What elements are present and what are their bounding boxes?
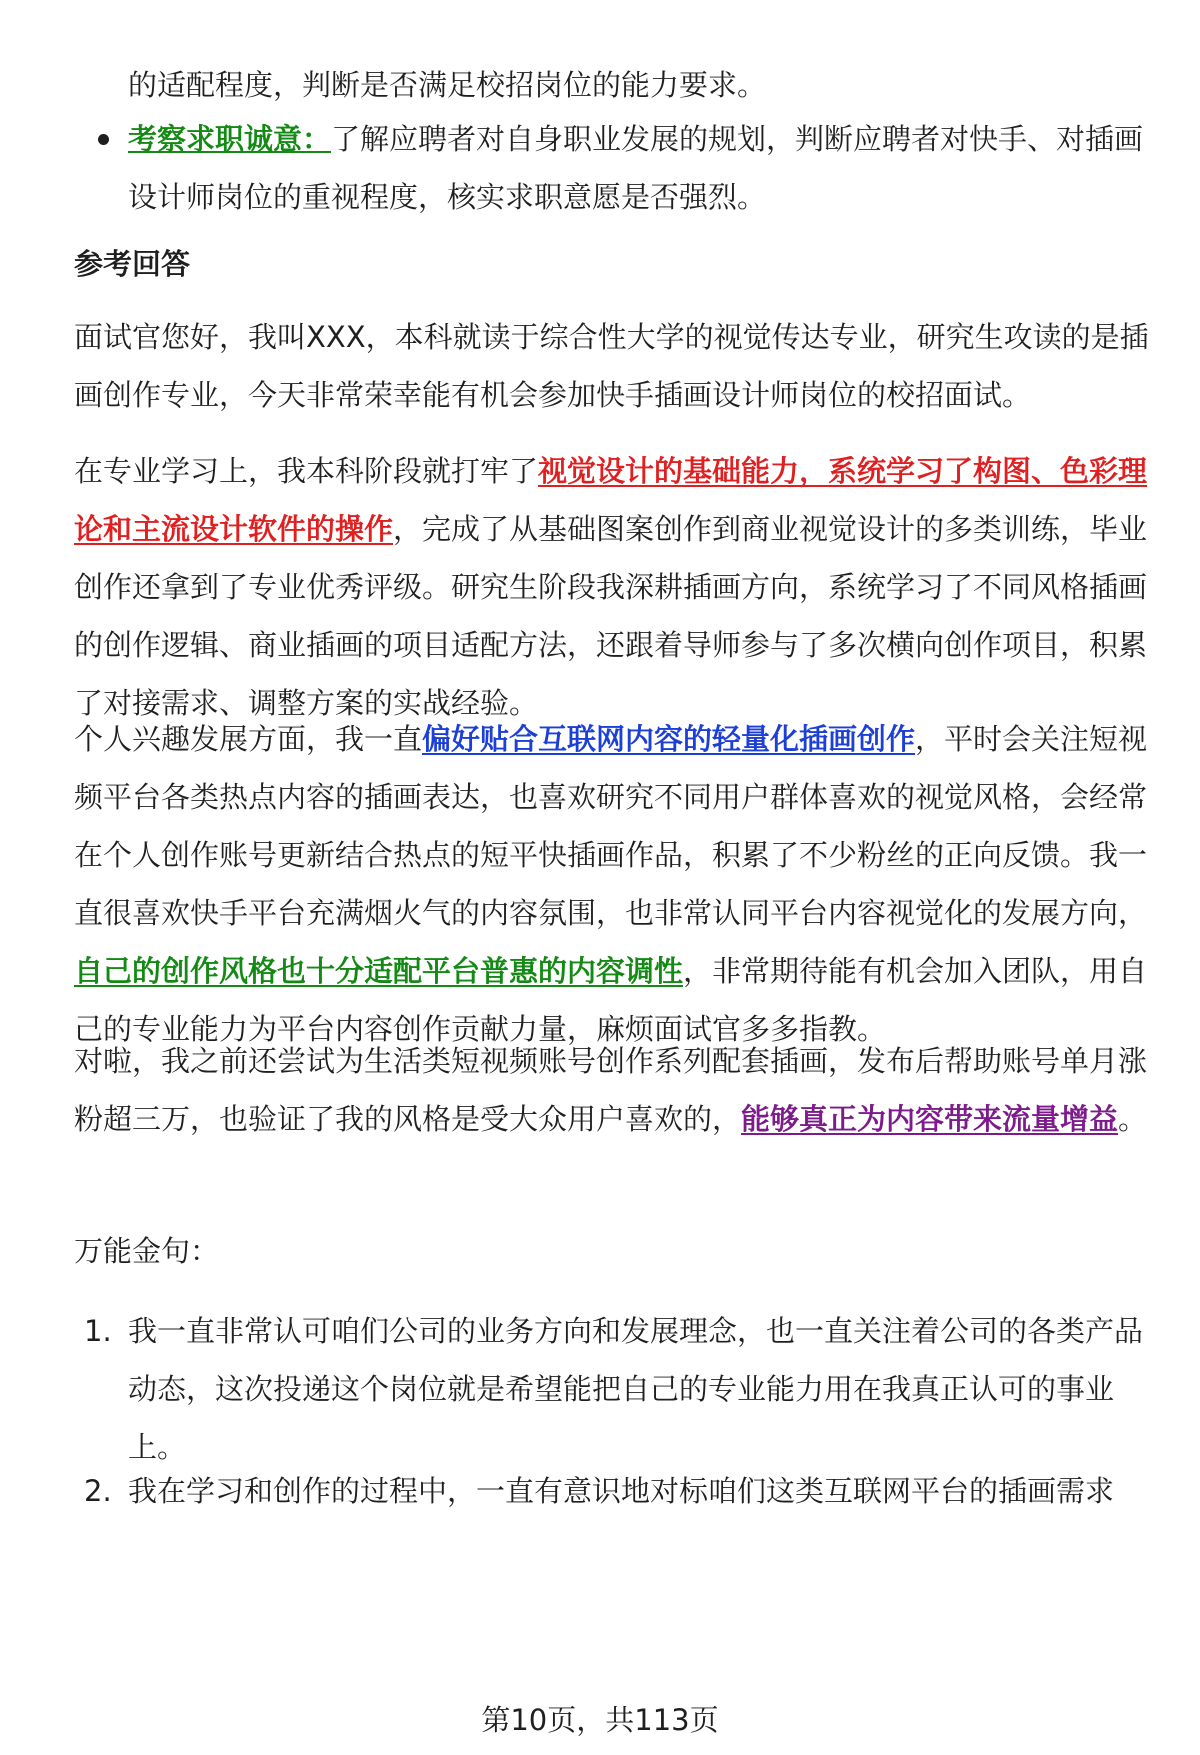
bullet-item	[128, 110, 1150, 226]
extra-highlight: 能够真正为内容带来流量增益	[741, 1102, 1119, 1136]
golden-title	[74, 1222, 1150, 1280]
continued-text: 的适配程度，判断是否满足校招岗位的能力要求。	[128, 68, 767, 102]
interest-highlight-2: 自己的创作风格也十分适配平台普惠的内容调性	[74, 954, 684, 988]
interest-text-mid: ，平时会关注短视频平台各类热点内容的插画表达，也喜欢研究不同用户群体喜欢的视觉风格，会经常在个人创作账号更新结合热点的短平快插画作品，积累了不少粉丝的正向反馈。我一直很喜欢快手平台充满烟火气的内容氛围，也非常认同平台内容视觉化的发展方向，	[74, 722, 1148, 930]
bullet-label: 考察求职诚意：	[128, 122, 332, 156]
bullet-dot-icon	[98, 134, 109, 145]
interest-highlight-1: 偏好贴合互联网内容的轻量化插画创作	[422, 722, 916, 756]
extra-text-pre: 对啦，我之前还尝试为生活类短视频账号创作系列配套插画，发布后帮助账号单月涨粉超三万，也验证了我的风格是受大众用户喜欢的，	[74, 1044, 1148, 1136]
continued-line	[128, 56, 1150, 114]
list-item-1: 我一直非常认可咱们公司的业务方向和发展理念，也一直关注着公司的各类产品动态，这次投递这个岗位就是希望能把自己的专业能力用在我真正认可的事业上。	[128, 1314, 1144, 1464]
list-number-1: 1.	[84, 1314, 112, 1348]
interest-text-post: ，非常期待能有机会加入团队，用自己的专业能力为平台内容创作贡献力量，麻烦面试官多多指教。	[74, 954, 1148, 1046]
study-text-pre: 在专业学习上，我本科阶段就打牢了	[74, 454, 539, 488]
golden-title-text: 万能金句：	[74, 1234, 220, 1268]
section-heading: 参考回答	[74, 247, 191, 281]
intro-text: 面试官您好，我叫XXX，本科就读于综合性大学的视觉传达专业，研究生攻读的是插画创作专业，今天非常荣幸能有机会参加快手插画设计师岗位的校招面试。	[74, 320, 1149, 412]
bullet-text: 了解应聘者对自身职业发展的规划，判断应聘者对快手、对插画设计师岗位的重视程度，核实求职意愿是否强烈。	[128, 122, 1144, 214]
interest-text-pre: 个人兴趣发展方面，我一直	[74, 722, 423, 756]
extra-paragraph	[74, 1032, 1150, 1148]
list-number-2: 2.	[84, 1474, 112, 1508]
list-item-2: 我在学习和创作的过程中，一直有意识地对标咱们这类互联网平台的插画需求	[128, 1474, 1115, 1508]
intro-paragraph	[74, 308, 1150, 424]
study-highlight: 视觉设计的基础能力，系统学习了构图、色彩理论和主流设计软件的操作	[74, 454, 1148, 546]
study-paragraph	[74, 442, 1150, 732]
interest-paragraph	[74, 710, 1150, 1058]
extra-text-post: 。	[1118, 1102, 1148, 1136]
study-text-post: ，完成了从基础图案创作到商业视觉设计的多类训练，毕业创作还拿到了专业优秀评级。研究生阶段我深耕插画方向，系统学习了不同风格插画的创作逻辑、商业插画的项目适配方法，还跟着导师参与了多次横向创作项目，积累了对接需求、调整方案的实战经验。	[74, 512, 1148, 720]
page-footer: 第10页，共113页	[481, 1703, 719, 1737]
